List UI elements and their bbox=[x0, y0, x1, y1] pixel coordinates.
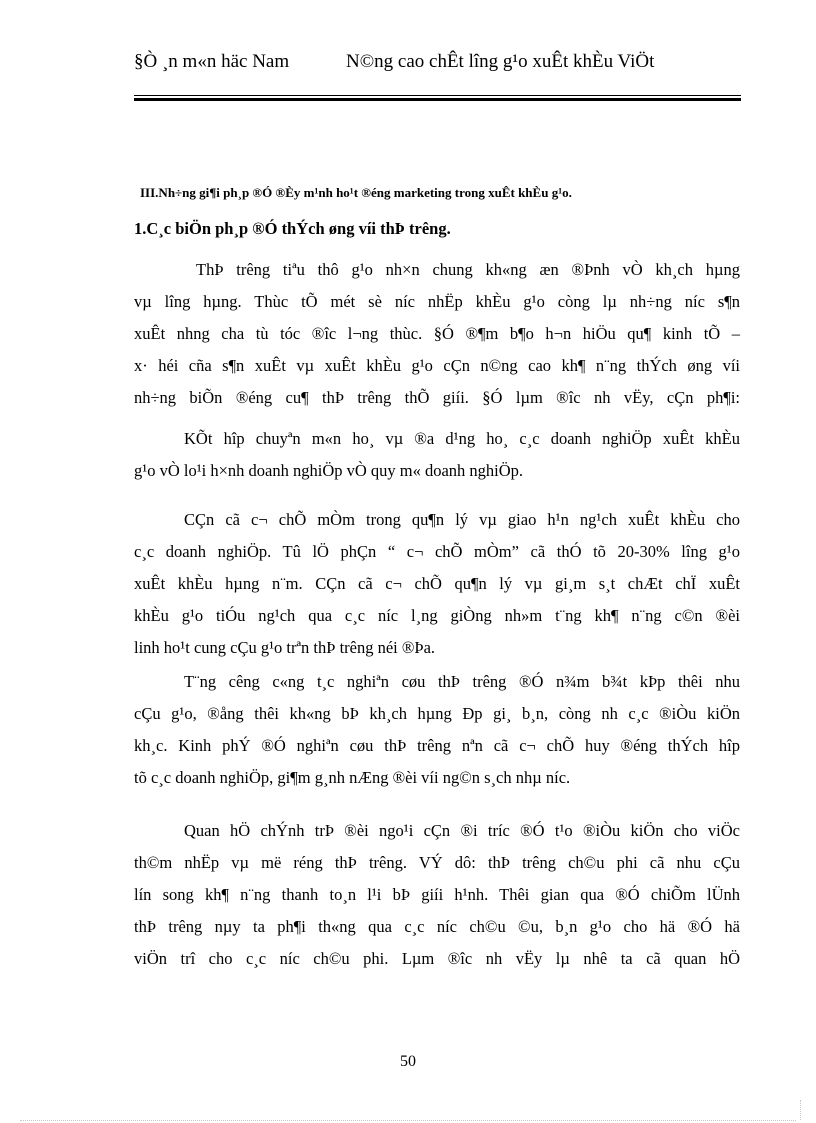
subsection-heading: 1.C¸c biÖn ph¸p ®Ó thÝch øng víi thÞ trêng. bbox=[134, 219, 451, 238]
paragraph-1 bbox=[134, 254, 740, 414]
header-right-title: N©ng cao chÊt lîng g¹o xuÊt khÈu ViÖt bbox=[346, 51, 655, 72]
paragraph-line: tõ c¸c doanh nghiÖp, gi¶m g¸nh nÆng ®èi víi ng©n s¸ch nhµ níc. bbox=[134, 768, 571, 787]
paragraph-2 bbox=[134, 423, 740, 487]
paragraph-line: cÇu g¹o, ®ång thêi kh«ng bÞ kh¸ch hµng Ðp gi¸ b¸n, còng nh c¸c ®iÒu kiÖn bbox=[134, 704, 740, 723]
paragraph-line: xuÊt nhng cha tù tóc ®îc l¬ng thùc. §Ó ®¶m b¶o h¬n hiÖu qu¶ kinh tÕ – bbox=[134, 324, 740, 343]
paragraph-line: g¹o vÒ lo¹i h×nh doanh nghiÖp vÒ quy m« doanh nghiÖp. bbox=[134, 461, 524, 480]
paragraph-4 bbox=[134, 666, 740, 794]
paragraph-line: c¸c doanh nghiÖp. Tû lÖ phÇn “ c¬ chÕ mÒm” cã thÓ tõ 20-30% lîng g¹o bbox=[134, 542, 740, 561]
paragraph-5 bbox=[134, 815, 740, 975]
paragraph-line: vµ lîng hµng. Thùc tÕ mét sè níc nhËp khÈu g¹o còng lµ nh÷ng níc s¶n bbox=[134, 292, 740, 311]
paragraph-line: khÈu g¹o tiÓu ng¹ch qua c¸c níc l¸ng giÒng nh»m t¨ng kh¶ n¨ng c©n ®èi bbox=[134, 606, 740, 625]
page-number: 50 bbox=[400, 1053, 416, 1070]
paragraph-line: xuÊt khÈu hµng n¨m. CÇn cã c¬ chÕ qu¶n lý vµ gi¸m s¸t chÆt chÏ xuÊt bbox=[134, 574, 740, 593]
paragraph-3 bbox=[134, 504, 740, 664]
paragraph-line: linh ho¹t cung cÇu g¹o trªn thÞ trêng néi ®Þa. bbox=[134, 638, 436, 657]
paragraph-line: ThÞ trêng tiªu thô g¹o nh×n chung kh«ng æn ®Þnh vÒ kh¸ch hµng bbox=[196, 260, 740, 279]
page-bottom-border bbox=[20, 1120, 796, 1121]
paragraph-line: th©m nhËp vµ më réng thÞ trêng. VÝ dô: thÞ trêng ch©u phi cã nhu cÇu bbox=[134, 853, 740, 872]
paragraph-line: Quan hÖ chÝnh trÞ ®èi ngo¹i cÇn ®i tríc ®Ó t¹o ®iÒu kiÖn cho viÖc bbox=[184, 821, 740, 840]
header-rule-thin bbox=[134, 95, 741, 96]
paragraph-line: viÖn trî cho c¸c níc ch©u phi. Lµm ®îc nh vËy lµ nhê ta cã quan hÖ bbox=[134, 949, 740, 968]
page-corner-marker bbox=[800, 1100, 801, 1120]
section-heading: III.Nh÷ng gi¶i ph¸p ®Ó ®Èy m¹nh ho¹t ®éng marketing trong xuÊt khÈu g¹o. bbox=[140, 185, 572, 200]
header-left-title: §Ò ¸n m«n häc Nam bbox=[134, 51, 290, 72]
paragraph-line: CÇn cã c¬ chÕ mÒm trong qu¶n lý vµ giao h¹n ng¹ch xuÊt khÈu cho bbox=[184, 510, 740, 529]
paragraph-line: nh÷ng biÕn ®éng cu¶ thÞ trêng thÕ giíi. §Ó lµm ®îc nh vËy, cÇn ph¶i: bbox=[134, 388, 740, 407]
paragraph-line: T¨ng cêng c«ng t¸c nghiªn cøu thÞ trêng ®Ó n¾m b¾t kÞp thêi nhu bbox=[184, 672, 740, 691]
paragraph-line: kh¸c. Kinh phÝ ®Ó nghiªn cøu thÞ trêng nªn cã c¬ chÕ huy ®éng thÝch hîp bbox=[134, 736, 740, 755]
header-rule-thick bbox=[134, 98, 741, 101]
paragraph-line: x· héi cña s¶n xuÊt vµ xuÊt khÈu g¹o cÇn n©ng cao kh¶ n¨ng thÝch øng víi bbox=[134, 356, 740, 375]
paragraph-line: KÕt hîp chuyªn m«n ho¸ vµ ®a d¹ng ho¸ c¸c doanh nghiÖp xuÊt khÈu bbox=[184, 429, 740, 448]
paragraph-line: lín song kh¶ n¨ng thanh to¸n l¹i bÞ giíi h¹nh. Thêi gian qua ®Ó chiÕm lÜnh bbox=[134, 885, 740, 904]
paragraph-line: thÞ trêng nµy ta ph¶i th«ng qua c¸c níc ch©u ©u, b¸n g¹o cho hä ®Ó hä bbox=[134, 917, 740, 936]
